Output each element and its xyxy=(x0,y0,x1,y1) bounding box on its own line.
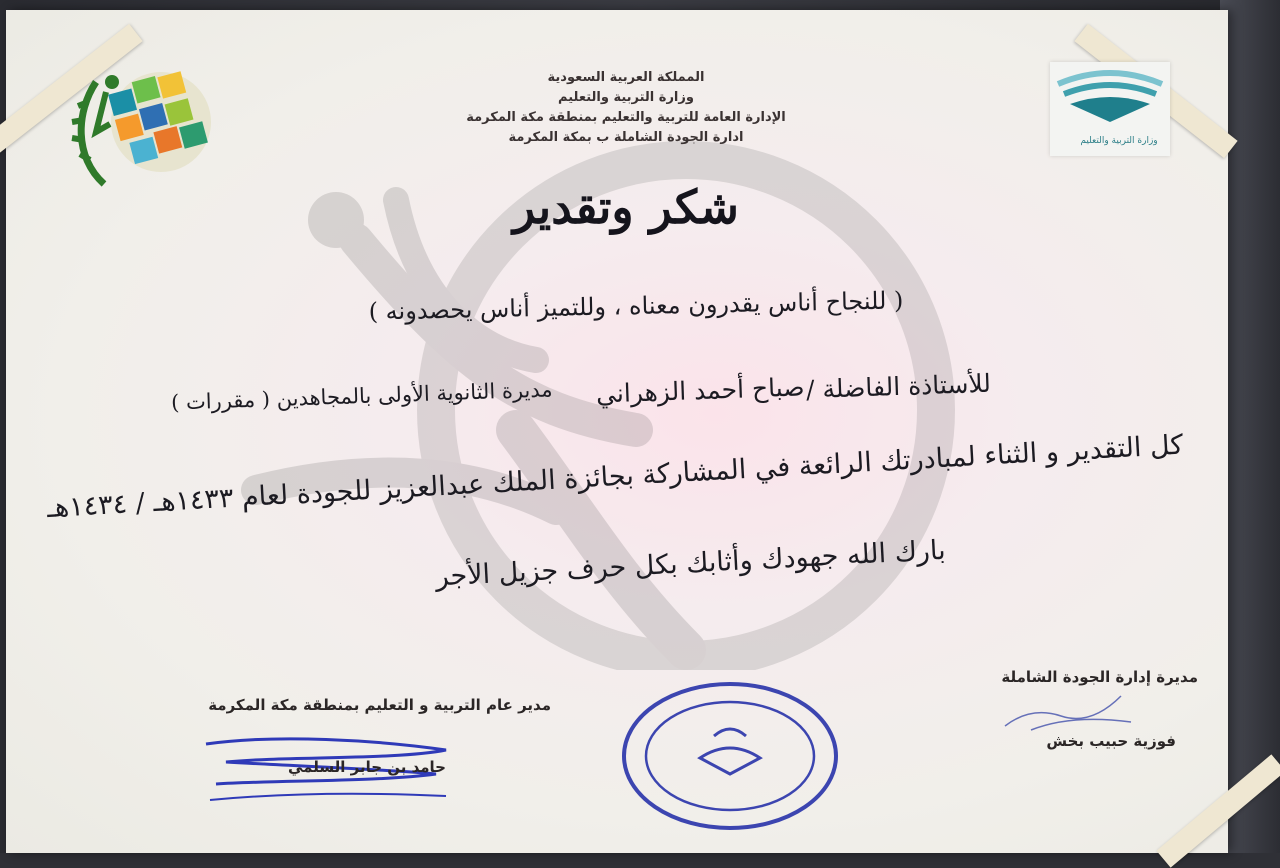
signature-right-name: فوزية حبيب بخش xyxy=(1046,732,1176,750)
folder-edge xyxy=(1220,0,1280,853)
header-line-4: ادارة الجودة الشاملة ب بمكة المكرمة xyxy=(508,130,744,145)
certificate-title: شكر وتقدير xyxy=(513,180,739,234)
official-stamp-icon xyxy=(618,678,842,834)
signature-left-title: مدير عام التربية و التعليم بمنطقة مكة المكرمة xyxy=(208,696,551,714)
signature-right-scribble-icon xyxy=(1001,686,1141,736)
recipient-label: للأستاذة الفاضلة / xyxy=(805,368,992,405)
header-line-1: المملكة العربية السعودية xyxy=(547,70,705,85)
body-text-line-2: بارك الله جهودك وأثابك بكل حرف جزيل الأجر xyxy=(434,534,947,593)
signature-left-name: حامد بن جابر السلمي xyxy=(288,758,446,776)
quality-award-logo-icon xyxy=(66,62,216,192)
header-line-3: الإدارة العامة للتربية والتعليم بمنطقة مكة المكرمة xyxy=(466,110,786,125)
body-text-line-1: كل التقدير و الثناء لمبادرتك الرائعة في المشاركة بجائزة الملك عبدالعزيز للجودة لعام ١٤٣٣هـ / ١٤٣٤هـ xyxy=(46,429,1185,525)
recipient-name: صباح أحمد الزهراني xyxy=(595,372,805,409)
ministry-logo-caption: وزارة التربية والتعليم xyxy=(1080,136,1158,146)
certificate-header xyxy=(406,68,846,148)
certificate-slogan: ( للنجاح أناس يقدرون معناه ، وللتميز أناس يحصدونه ) xyxy=(368,286,904,326)
certificate-paper xyxy=(6,10,1228,853)
signature-right-title: مديرة إدارة الجودة الشاملة xyxy=(1001,668,1198,686)
recipient-role: مديرة الثانوية الأولى بالمجاهدين ( مقررات ) xyxy=(170,377,553,415)
header-line-2: وزارة التربية والتعليم xyxy=(558,90,694,105)
